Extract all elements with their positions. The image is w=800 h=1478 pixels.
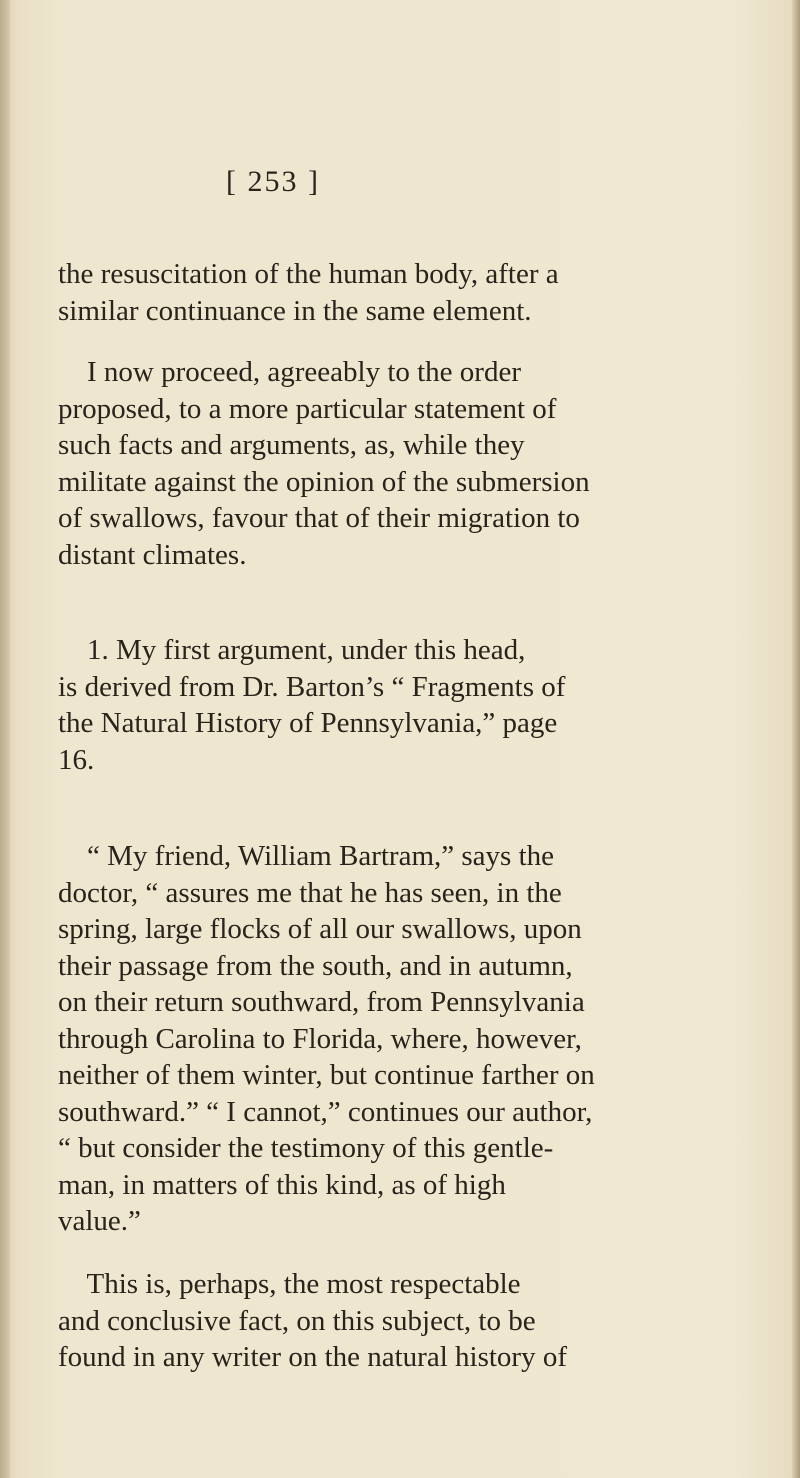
paragraph-2 — [58, 354, 760, 573]
text-line: of swallows, favour that of their migration to — [58, 502, 580, 534]
text-line: and conclusive fact, on this subject, to be — [58, 1304, 536, 1337]
page-number: [ 253 ] — [226, 165, 320, 198]
text-line: doctor, “ assures me that he has seen, in the — [58, 876, 562, 909]
text-line: similar continuance in the same element. — [58, 294, 532, 327]
text-line: is derived from Dr. Barton’s “ Fragments of — [58, 670, 566, 703]
paragraph-5 — [58, 1266, 760, 1376]
text-line: “ My friend, William Bartram,” says the — [58, 840, 555, 872]
text-line: man, in matters of this kind, as of high — [58, 1168, 506, 1201]
text-line: the resuscitation of the human body, after a — [58, 258, 559, 290]
text-line: through Carolina to Florida, where, however, — [58, 1022, 582, 1055]
paragraph-1 — [58, 256, 760, 329]
text-line: found in any writer on the natural history of — [58, 1341, 567, 1373]
paragraph-3 — [58, 632, 760, 778]
page-edge-right — [792, 0, 800, 1478]
text-line: distant climates. — [58, 538, 247, 571]
text-line: such facts and arguments, as, while they — [58, 429, 525, 461]
text-line: their passage from the south, and in autumn, — [58, 949, 573, 982]
text-line: 16. — [58, 743, 95, 776]
text-line: 1. My first argument, under this head, — [58, 634, 526, 666]
text-line: on their return southward, from Pennsylvania — [58, 986, 585, 1018]
text-line: value.” — [58, 1205, 141, 1237]
page-gutter-left — [0, 0, 10, 1478]
text-line: I now proceed, agreeably to the order — [58, 356, 521, 388]
text-line: This is, perhaps, the most respectable — [58, 1268, 521, 1300]
paragraph-4-quotation — [58, 838, 760, 1240]
text-line: southward.” “ I cannot,” continues our author, — [58, 1095, 593, 1128]
text-line: spring, large flocks of all our swallows, upon — [58, 913, 582, 945]
text-line: militate against the opinion of the submersion — [58, 465, 590, 498]
text-line: the Natural History of Pennsylvania,” page — [58, 707, 558, 739]
text-line: neither of them winter, but continue farther on — [58, 1059, 595, 1091]
text-line: proposed, to a more particular statement of — [58, 392, 557, 425]
text-line: “ but consider the testimony of this gentle- — [58, 1132, 554, 1164]
